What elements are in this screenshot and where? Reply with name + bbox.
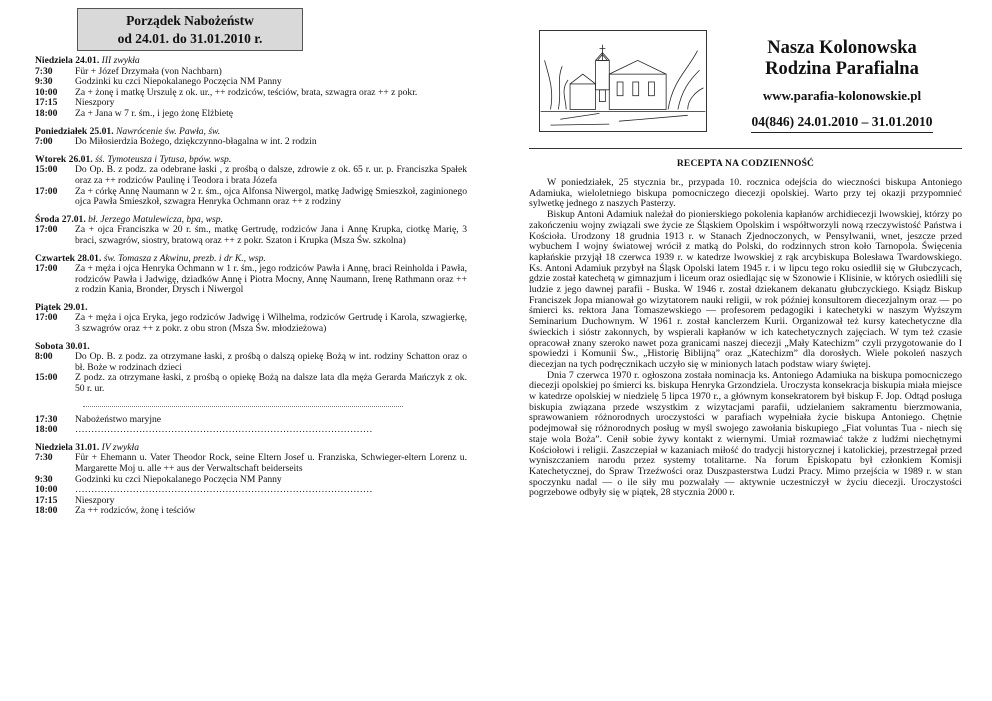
mass-entry <box>35 264 467 296</box>
schedule-title-box <box>77 8 303 51</box>
schedule-title: Porządek Nabożeństw <box>126 13 254 28</box>
mass-entry <box>35 109 467 120</box>
day-feast: bł. Jerzego Matulewicza, bpa, wsp. <box>88 213 223 225</box>
parish-header <box>727 38 957 133</box>
day-date: Środa 27.01. <box>35 213 86 225</box>
mass-time: 10:00 <box>35 86 58 98</box>
article-title: RECEPTA NA CODZIENNOŚĆ <box>676 159 815 169</box>
day-feast: III zwykła <box>101 55 140 66</box>
header-divider <box>529 148 962 149</box>
mass-time: 9:30 <box>35 473 53 485</box>
mass-intention: Godzinki ku czci Niepokalanego Poczęcia NM Panny <box>75 473 282 485</box>
mass-entry <box>35 187 467 208</box>
article-body <box>529 178 962 499</box>
mass-entry <box>35 453 467 474</box>
mass-time: 7:30 <box>35 65 53 77</box>
mass-intention: Do Miłosierdzia Bożego, dziękczynno-błagalna w int. 2 rodzin <box>75 136 317 148</box>
mass-intention: Za + męża i ojca Henryka Ochmann w 1 r. śm., jego rodziców Pawła i Annę, braci Reinholda i Pawła, rodziców Pawła i Jadwigę, dziadków Annę i Piotra Mocny, Annę Naumann, Irenę Rathmann oraz ++ z rodzin Kania, Bronder, Drysch i Niwergol <box>75 263 467 296</box>
schedule-list <box>35 56 467 517</box>
mass-intention: Za + córkę Annę Naumann w 2 r. śm., ojca Alfonsa Niwergol, matkę Jadwigę Smieszkoł, zaginionego ojca Pawła Smieszkoł, szwagra Henryka Ochmann oraz ++ z rodziny <box>75 185 467 208</box>
church-illustration <box>539 30 707 132</box>
schedule-day <box>35 303 467 335</box>
parish-title-line1: Nasza Kolonowska <box>767 38 917 58</box>
mass-intention: ………………………………………………………………………………… <box>75 424 373 436</box>
mass-time: 15:00 <box>35 372 58 384</box>
bulletin-column <box>529 8 962 499</box>
issue-number: 04(846) 24.01.2010 – 31.01.2010 <box>751 114 932 133</box>
day-feast: Nawrócenie św. Pawła, św. <box>116 125 221 137</box>
mass-intention: Für + Ehemann u. Vater Theodor Rock, seine Eltern Josef u. Franziska, Schwieger-eltern Lorenz u. Margarette Moj u. alle ++ aus der Verwaltschaft beiderseits <box>75 452 467 474</box>
day-date: Wtorek 26.01. <box>35 153 93 165</box>
mass-time: 9:30 <box>35 76 53 88</box>
mass-entry <box>35 137 467 148</box>
schedule-day <box>35 254 467 296</box>
schedule-day <box>35 215 467 247</box>
schedule-day <box>35 155 467 208</box>
dotted-separator <box>83 398 403 407</box>
mass-intention: Do Op. B. z podz. za otrzymane łaski, z prośbą o dalszą opiekę Bożą w int. rodziny Schatton oraz o bł. Boże w rodzinach dzieci <box>75 351 467 373</box>
mass-intention: Godzinki ku czci Niepokalanego Poczęcia NM Panny <box>75 76 282 88</box>
mass-intention: Nieszpory <box>75 494 115 506</box>
day-date: Czwartek 28.01. <box>35 252 102 264</box>
parish-url: www.parafia-kolonowskie.pl <box>762 88 922 103</box>
mass-intention: Za + Jana w 7 r. śm., i jego żonę Elżbietę <box>75 107 234 119</box>
mass-entry <box>35 313 467 334</box>
article-paragraph: Biskup Antoni Adamiuk należał do pionierskiego pokolenia kapłanów archidiecezji lwowskiej, którzy po zakończeniu wojny związali swe życie ze Śląskiem Opolskim i współtworzyli nową rzeczywistość Państwa i Kościoła. Urodzony 18 grudnia 1913 r. w Stanach Zjednoczonych, w Pensylwanii, wnet, jeszcze przed wybuchem I wojny światowej wrócił z matką do Polski, do rodzinnych stron koło Tarnopola. Święcenia kapłańskie przyjął 18 czerwca 1939 r. w katedrze lwowskiej z rąk arcybiskupa Bolesława Twardowskiego. Ks. Antoni Adamiuk przybył na Śląsk Opolski latem 1945 r. i w lipcu tego roku osiedlił się w Głubczycach, gdzie został katechetą w gimnazjum i liceum oraz osiedlając się w Szonowie i Klisinie, w których osiedlili się ludzie z jego dawnej parafii - Buska. W 1946 r. został dziekanem dekanatu głubczyckiego. Ksiądz Biskup Franciszek Jopa mianował go wizytatorem nauki religii, w rok później konsultorem diecezjalnym oraz — po śmierci ks. rektora Jana Tomaszewskiego — profesorem pedagogiki i katechetyki w naszym Wyższym Seminarium Duchownym. W 1961 r. został kanclerzem Kurii. Organizował też kursy katechetyczne dla świeckich i sióstr zakonnych, by wspierali kapłanów w ich katechetycznych zajęciach. W tym też czasie opracował znany szeroko nawet poza granicami naszej diecezji „Mały Katechizm” czyli przygotowanie do I spowiedzi i Komunii Św., „Historię Biblijną” oraz „Katechizm” dla dorosłych. Wiele pokoleń naszych diecezjan na tych podręcznikach uczyło się w minionych latach podstaw wiary świętej. <box>529 209 962 370</box>
mass-time: 10:00 <box>35 484 58 496</box>
mass-time: 17:15 <box>35 494 58 506</box>
day-feast: śś. Tymoteusza i Tytusa, bpów. wsp. <box>95 153 232 165</box>
mass-time: 17:15 <box>35 97 58 109</box>
mass-time: 7:00 <box>35 136 53 148</box>
mass-time: 17:30 <box>35 413 58 425</box>
day-heading <box>35 56 467 67</box>
mass-time: 17:00 <box>35 312 58 324</box>
day-date: Piątek 29.01. <box>35 301 88 313</box>
day-date: Niedziela 24.01. <box>35 55 100 66</box>
mass-entry <box>35 352 467 373</box>
mass-intention: Za + żonę i matkę Urszulę z ok. ur., ++ rodziców, teściów, brata, szwagra oraz ++ z pokr. <box>75 86 418 98</box>
mass-intention: Za + męża i ojca Eryka, jego rodziców Jadwigę i Wilhelma, rodziców Gertrudę i Karola, szwagierkę, 3 szwagrów oraz ++ z pokr. z obu stron (Msza Św. młodzieżowa) <box>75 312 467 335</box>
article-paragraph: W poniedziałek, 25 stycznia br., przypada 10. rocznica odejścia do wieczności biskupa Antoniego Adamiuka, wieloletniego biskupa pomocniczego diecezji opolskiej. Warto przy tej okazji przypomnieć sylwetkę jednego z naszych Pasterzy. <box>529 177 962 210</box>
mass-entry <box>35 225 467 246</box>
day-date: Niedziela 31.01. <box>35 441 100 453</box>
mass-time: 17:00 <box>35 224 58 236</box>
mass-time: 18:00 <box>35 505 58 517</box>
parish-title-line2: Rodzina Parafialna <box>765 59 919 79</box>
day-date: Poniedziałek 25.01. <box>35 125 114 137</box>
schedule-day <box>35 342 467 436</box>
day-feast: IV zwykła <box>101 441 140 453</box>
mass-entry <box>35 425 467 436</box>
schedule-day <box>35 56 467 120</box>
mass-time: 18:00 <box>35 107 58 119</box>
mass-intention: Nabożeństwo maryjne <box>75 413 162 425</box>
mass-intention: Za ++ rodziców, żonę i teściów <box>75 505 196 517</box>
mass-intention: Za + ojca Franciszka w 20 r. śm., matkę Gertrudę, rodziców Jana i Annę Krupka, ciotkę Marię, 3 braci, szwagrów, siostry, bratową oraz ++ z pokr. Szaton i Krupka (Msza Św. szkolna) <box>75 224 467 246</box>
masthead <box>529 8 962 138</box>
day-date: Sobota 30.01. <box>35 340 90 352</box>
mass-time: 8:00 <box>35 351 53 363</box>
day-feast: św. Tomasza z Akwinu, prezb. i dr K., wsp. <box>103 252 266 264</box>
schedule-day <box>35 443 467 517</box>
mass-time: 15:00 <box>35 164 58 176</box>
schedule-day <box>35 127 467 148</box>
mass-entry <box>35 373 467 394</box>
mass-intention: Do Op. B. z podz. za odebrane łaski , z prośbą o dalsze, zdrowie z ok. 65 r. ur. p. Franciszka Spałek oraz za ++ rodziców Paulinę i Teodora i brata Józefa <box>75 164 467 186</box>
mass-entry <box>35 506 467 517</box>
mass-time: 7:30 <box>35 452 53 464</box>
mass-intention: Für + Józef Drzymała (von Nachbarn) <box>75 65 222 77</box>
mass-time: 18:00 <box>35 424 58 436</box>
mass-time: 17:00 <box>35 263 58 275</box>
article-paragraph: Dnia 7 czerwca 1970 r. ogłoszona została nominacja ks. Antoniego Adamiuka na biskupa pomocniczego diecezji opolskiej po śmierci ks. biskupa Henryka Grzondziela. Uroczysta konsekracja biskupia miała miejsce w katedrze opolskiej w niedzielę 5 lipca 1970 r., a głównym konsekratorem był biskup F. Jop. Odtąd posługa biskupia związana przede wszystkim z wizytacjami parafii, udzielaniem sakramentu bierzmowania, sprawowaniem różnorodnych uroczystości w parafiach wypełniała życie biskupa Antoniego. Chętnie podejmował się różnorodnych posług w myśl swojego zawołania biskupiego „Fiat voluntas Tua - niech się staje wola Boża”. Cenił sobie żywy kontakt z wiernymi. Umiał rozmawiać także z ludźmi niechętnymi Kościołowi i religii. Zaszczepiał w kazaniach miłość do tradycji historycznej i katolickiej, przestrzegał przed wyniszczaniem narodu przez systemy totalitarne. Na forum Episkopatu był członkiem Komisji Katechetycznej, do Spraw Trzeźwości oraz Duszpasterstwa Ludzi Pracy. Mimo przejścia w 1989 r. w stan spoczynku nadal — o ile siły mu pozwalały — aktywnie uczestniczył w życiu diecezji. Uroczystości pogrzebowe odbyły się w piątek, 28 stycznia 2000 r. <box>529 369 962 499</box>
mass-entry <box>35 165 467 186</box>
mass-intention: Nieszpory <box>75 97 115 109</box>
schedule-column <box>35 8 467 517</box>
mass-intention: ………………………………………………………………………………… <box>75 484 373 496</box>
schedule-dates: od 24.01. do 31.01.2010 r. <box>117 31 263 46</box>
mass-intention: Z podz. za otrzymane łaski, z prośbą o opiekę Bożą na dalsze lata dla męża Gerarda Mańczyk z ok. 50 r. ur. <box>75 372 467 395</box>
mass-time: 17:00 <box>35 185 58 197</box>
